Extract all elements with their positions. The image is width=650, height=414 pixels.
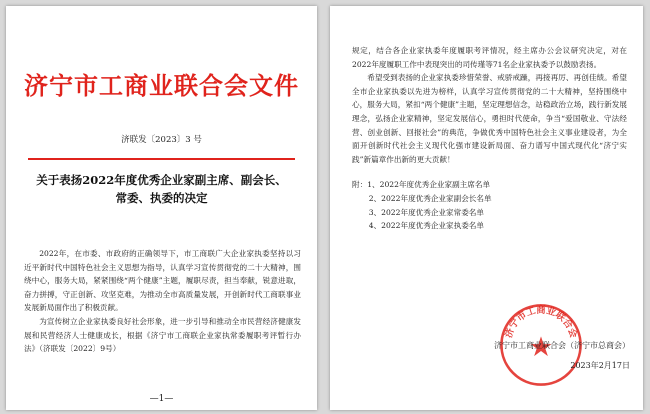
- document-title: [20, 171, 303, 207]
- attachments-label: 附：: [352, 180, 368, 190]
- page-number: —1—: [149, 394, 174, 404]
- title-line-2: 常委、执委的决定: [115, 191, 208, 205]
- seal-text: 济宁市工商业联合会: [503, 304, 579, 340]
- signature-date: 2023年2月17日: [570, 361, 630, 370]
- document-page-2: [330, 6, 643, 410]
- attachment-item: 2、2022年度优秀企业家副会长名单: [368, 193, 492, 203]
- paragraph: 希望受到表扬的企业家执委珍惜荣誉、戒骄戒躁，再接再厉、再创佳绩。希望全市企业家执委以先进为榜样，认真学习宣传贯彻党的二十大精神，坚持围绕中心，服务大局，紧扣“两个健康”主题，坚定理想信念，站稳政治立场，践行新发展理念，弘扬企业家精神，坚定发展信心，勇担时代使命，争当“爱国敬业、守法经营、创业创新、回报社会”的典范，争做优秀中国特色社会主义事业建设者，为全面开创新时代社会主义现代化强市建设新局面、奋力谱写中国式现代化“济宁实践”新篇章作出新的更大贡献！: [352, 73, 627, 164]
- paragraph: 2022年，在市委、市政府的正确领导下，市工商联广大企业家执委坚持以习近平新时代中国特色社会主义思想为指导，认真学习宣传贯彻党的二十大精神，围绕中心，服务大局，紧紧围绕“两个健康”主题，履职尽责，担当奉献，锐意进取，奋力拼搏，守正创新、攻坚克难，为推动全市高质量发展，开创新时代工商联事业发展新局面作出了积极贡献。: [24, 249, 301, 313]
- red-divider: [28, 158, 295, 160]
- page1-body: [24, 247, 301, 356]
- attachment-item: [352, 178, 627, 192]
- title-line-1: 关于表扬2022年度优秀企业家副主席、副会长、: [36, 173, 287, 187]
- document-page-1: [6, 6, 317, 410]
- svg-text:济宁市工商业联合会: [502, 304, 580, 340]
- page2-body: [352, 44, 627, 233]
- attachments-list: [352, 178, 627, 232]
- paragraph: 规定，结合各企业家执委年度履职考评情况，经主席办公会议研究决定，对在2022年度履职工作中表现突出的司传瑾等71名企业家执委予以鼓励表扬。: [352, 46, 627, 69]
- signature-block: [470, 336, 630, 376]
- attachment-item: 3、2022年度优秀企业家常委名单: [368, 207, 484, 217]
- paragraph: 为宣传树立企业家执委良好社会形象，进一步引导和推动全市民营经济健康发展和民营经济人士健康成长，根据《济宁市工商联企业家执常委履职考评暂行办法》（济联发〔2022〕9号）: [24, 316, 301, 354]
- document-number: 济联发〔2023〕3 号: [121, 135, 202, 145]
- attachment-text: 1、2022年度优秀企业家副主席名单: [367, 180, 491, 190]
- attachment-item: 4、2022年度优秀企业家执委名单: [368, 221, 484, 231]
- document-header: 济宁市工商业联合会文件: [24, 72, 299, 100]
- signature-org: 济宁市工商业联合会（济宁市总商会）: [494, 341, 630, 350]
